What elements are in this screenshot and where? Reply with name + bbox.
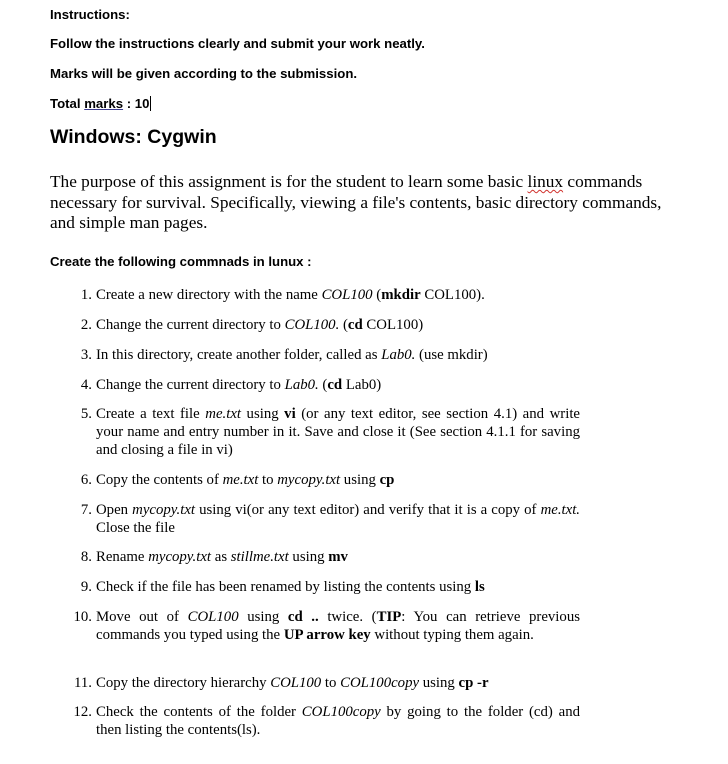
task-item bbox=[70, 608, 580, 644]
total-marks-line bbox=[50, 96, 151, 111]
task-number: 9. bbox=[80, 579, 92, 595]
task-command: UP arrow key bbox=[283, 627, 371, 643]
task-number: 10. bbox=[73, 609, 92, 625]
task-item bbox=[70, 316, 580, 334]
task-text: Rename bbox=[96, 549, 149, 565]
task-command: cp bbox=[379, 472, 395, 488]
task-text: (or any text editor, see section 4.1) and write your name and entry number in it. Save and close it (See section 4.1.1 for saving and closing a file in vi) bbox=[96, 406, 580, 458]
task-item bbox=[70, 376, 580, 394]
task-text: using bbox=[238, 609, 288, 625]
task-number: 6. bbox=[80, 472, 92, 488]
task-text: to bbox=[258, 472, 278, 488]
section-title: Windows: Cygwin bbox=[50, 126, 217, 148]
task-text: by going to the folder (cd) and then listing the contents(ls). bbox=[96, 704, 580, 738]
create-heading: Create the following commnads in lunux : bbox=[50, 254, 312, 269]
task-text: ( bbox=[339, 317, 348, 333]
task-text: using vi(or any text editor) and verify that it is a copy of bbox=[195, 502, 541, 518]
task-number: 7. bbox=[80, 502, 92, 518]
task-text: Check the contents of the folder bbox=[96, 704, 302, 720]
task-italic: COL100. bbox=[284, 317, 340, 333]
task-italic: COL100copy bbox=[301, 704, 381, 720]
task-text: using bbox=[288, 549, 329, 565]
task-item bbox=[70, 578, 580, 596]
purpose-paragraph bbox=[50, 172, 690, 234]
task-item bbox=[70, 346, 580, 364]
task-text: Change the current directory to bbox=[96, 317, 285, 333]
task-text: without typing them again. bbox=[370, 627, 534, 643]
instructions-label: Instructions: bbox=[50, 7, 130, 22]
task-command: mv bbox=[328, 549, 348, 565]
task-text: COL100). bbox=[420, 287, 485, 303]
task-italic: COL100copy bbox=[340, 675, 420, 691]
task-command: cd .. bbox=[287, 609, 319, 625]
task-tip: TIP bbox=[376, 609, 402, 625]
task-italic: COL100 bbox=[321, 287, 373, 303]
task-number: 2. bbox=[80, 317, 92, 333]
task-text: twice. ( bbox=[318, 609, 377, 625]
task-italic: me.txt bbox=[205, 406, 242, 422]
task-text: using bbox=[241, 406, 285, 422]
task-item bbox=[70, 703, 580, 739]
task-text: as bbox=[211, 549, 231, 565]
text-cursor bbox=[150, 96, 151, 111]
task-command: mkdir bbox=[381, 287, 421, 303]
total-marks-value[interactable]: 10 bbox=[134, 96, 150, 111]
task-text: Create a text file bbox=[96, 406, 206, 422]
task-text: using bbox=[340, 472, 380, 488]
task-text: using bbox=[419, 675, 459, 691]
total-prefix: Total bbox=[50, 96, 85, 111]
misspelled-word: linux bbox=[527, 172, 564, 191]
task-number: 11. bbox=[74, 675, 92, 691]
purpose-part2: commands necessary for survival. Specifically, viewing a file's contents, basic directory commands, and simple man pages. bbox=[50, 172, 662, 232]
task-number: 1. bbox=[80, 287, 92, 303]
task-number: 4. bbox=[80, 377, 92, 393]
task-text: Close the file bbox=[96, 520, 175, 536]
task-italic: Lab0. bbox=[284, 377, 319, 393]
task-text: In this directory, create another folder, called as bbox=[96, 347, 382, 363]
task-italic: COL100 bbox=[187, 609, 239, 625]
task-text: ( bbox=[318, 377, 328, 393]
task-item bbox=[70, 286, 580, 304]
task-italic: stillme.txt bbox=[230, 549, 289, 565]
task-command: cd bbox=[347, 317, 363, 333]
task-italic: mycopy.txt bbox=[277, 472, 341, 488]
task-command: vi bbox=[284, 406, 296, 422]
task-text: (use mkdir) bbox=[415, 347, 488, 363]
task-italic: mycopy.txt bbox=[132, 502, 195, 518]
task-text: Create a new directory with the name bbox=[96, 287, 322, 303]
task-number: 5. bbox=[80, 406, 92, 422]
task-number: 8. bbox=[80, 549, 92, 565]
task-text: Open bbox=[96, 502, 133, 518]
task-text: Move out of bbox=[96, 609, 188, 625]
total-colon: : bbox=[123, 96, 135, 111]
purpose-part1: The purpose of this assignment is for the student to learn some basic bbox=[50, 172, 528, 191]
task-text: Check if the file has been renamed by listing the contents using bbox=[96, 579, 475, 595]
total-marks-word: marks bbox=[84, 96, 124, 111]
follow-instructions-line: Follow the instructions clearly and submit your work neatly. bbox=[50, 36, 425, 51]
task-text: Copy the contents of bbox=[96, 472, 223, 488]
task-number: 12. bbox=[73, 704, 92, 720]
task-text: Lab0) bbox=[342, 377, 382, 393]
task-number: 3. bbox=[80, 347, 92, 363]
task-italic: me.txt. bbox=[540, 502, 581, 518]
task-italic: Lab0. bbox=[381, 347, 416, 363]
task-command: cp -r bbox=[458, 675, 489, 691]
task-item bbox=[70, 501, 580, 537]
task-item bbox=[70, 674, 580, 692]
task-italic: COL100 bbox=[270, 675, 322, 691]
task-command: ls bbox=[474, 579, 485, 595]
task-text: ( bbox=[372, 287, 382, 303]
task-text: Copy the directory hierarchy bbox=[96, 675, 271, 691]
task-item bbox=[70, 405, 580, 459]
task-text: to bbox=[321, 675, 341, 691]
task-text: : You can retrieve previous commands you typed using the bbox=[96, 609, 580, 643]
task-italic: mycopy.txt bbox=[148, 549, 212, 565]
task-item bbox=[70, 471, 580, 489]
task-command: cd bbox=[327, 377, 343, 393]
task-text: COL100) bbox=[362, 317, 424, 333]
task-text: Change the current directory to bbox=[96, 377, 285, 393]
task-item bbox=[70, 548, 580, 566]
marks-line: Marks will be given according to the submission. bbox=[50, 66, 358, 81]
task-italic: me.txt bbox=[222, 472, 259, 488]
